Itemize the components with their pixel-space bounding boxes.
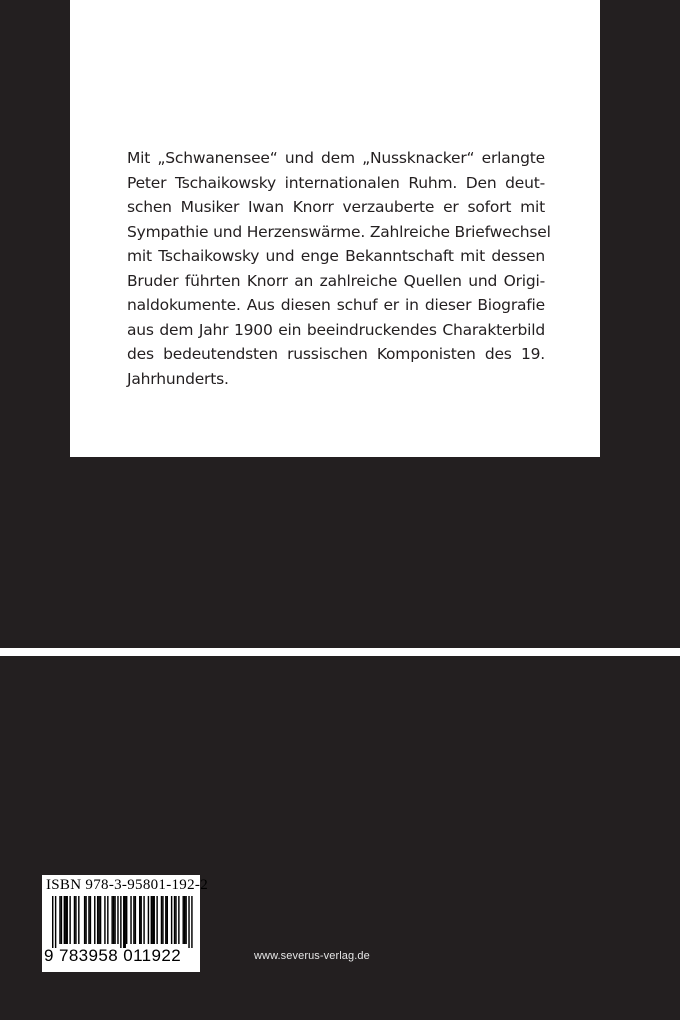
description-line: naldokumente. Aus diesen schuf er in dieser Biografie — [127, 296, 545, 314]
isbn-barcode — [42, 875, 209, 972]
barcode-bar — [185, 896, 186, 944]
barcode-bar — [178, 896, 179, 944]
barcode-bar — [191, 896, 192, 948]
barcode-bar — [143, 896, 144, 944]
barcode-bar — [135, 896, 136, 944]
barcode-bar — [154, 896, 155, 944]
description-line: aus dem Jahr 1900 ein beeindruckendes Charakterbild — [127, 320, 545, 339]
barcode-bar — [156, 896, 157, 944]
barcode-bar — [167, 896, 168, 944]
barcode-bar — [123, 896, 124, 948]
barcode-bar — [174, 896, 175, 944]
barcode-bar — [64, 896, 65, 944]
barcode-bar — [100, 896, 101, 944]
barcode-bar — [59, 896, 60, 944]
barcode-bar — [188, 896, 189, 948]
barcode-bar — [104, 896, 105, 944]
barcode-bar — [140, 896, 141, 944]
publisher-website: www.severus-verlag.de — [254, 950, 370, 962]
barcode-bar — [184, 896, 185, 944]
barcode-bar — [98, 896, 99, 944]
description-line: Peter Tschaikowsky internationalen Ruhm. Den deut- — [127, 173, 545, 192]
barcode-bar — [120, 896, 121, 948]
barcode-bar — [175, 896, 176, 944]
barcode-bar — [107, 896, 108, 944]
barcode-bar — [113, 896, 114, 944]
barcode-bar — [52, 896, 53, 948]
barcode-bar — [125, 896, 126, 948]
barcode-bar — [151, 896, 152, 944]
barcode-bar — [74, 896, 75, 944]
book-description — [127, 146, 551, 391]
barcode-bar — [117, 896, 118, 944]
barcode-bar — [85, 896, 86, 944]
barcode-bar — [94, 896, 95, 944]
horizontal-divider — [0, 648, 680, 656]
barcode-bar — [139, 896, 140, 944]
barcode-bar — [55, 896, 56, 948]
barcode-bar — [69, 896, 70, 944]
barcode-bar — [148, 896, 149, 944]
description-line: Bruder führten Knorr an zahlreiche Quellen und Origi- — [127, 271, 545, 290]
description-line: des bedeutendsten russischen Komponisten des 19. — [127, 345, 545, 363]
barcode-bar — [114, 896, 115, 944]
barcode-bar — [88, 896, 89, 944]
barcode-bars-icon — [42, 896, 200, 948]
barcode-bar — [75, 896, 76, 944]
barcode-bar — [61, 896, 62, 944]
description-line: Mit „Schwanensee“ und dem „Nussknacker“ erlangte — [127, 149, 545, 167]
barcode-bar — [126, 896, 127, 944]
barcode-bar — [111, 896, 112, 944]
barcode-bar — [171, 896, 172, 944]
barcode-bar — [161, 896, 162, 944]
barcode-bar — [133, 896, 134, 944]
barcode-digits: 9 783958 011922 — [44, 946, 182, 965]
barcode-bar — [65, 896, 66, 944]
description-line: schen Musiker Iwan Knorr verzauberte er sofort mit — [127, 198, 545, 216]
barcode-bar — [165, 896, 166, 944]
barcode-bar — [130, 896, 131, 944]
description-line: Sympathie und Herzenswärme. Zahlreiche Briefwechsel — [127, 222, 551, 241]
barcode-bar — [97, 896, 98, 944]
barcode-bar — [67, 896, 68, 944]
barcode-bar — [152, 896, 153, 944]
barcode-bar — [162, 896, 163, 944]
barcode-bar — [183, 896, 184, 944]
barcode-bar — [78, 896, 79, 944]
description-line: Jahrhunderts. — [127, 369, 229, 388]
barcode-bar — [90, 896, 91, 944]
description-line: mit Tschaikowsky und enge Bekanntschaft mit dessen — [127, 247, 545, 265]
isbn-label: ISBN 978-3-95801-192-2 — [46, 877, 209, 893]
barcode-bar — [84, 896, 85, 944]
